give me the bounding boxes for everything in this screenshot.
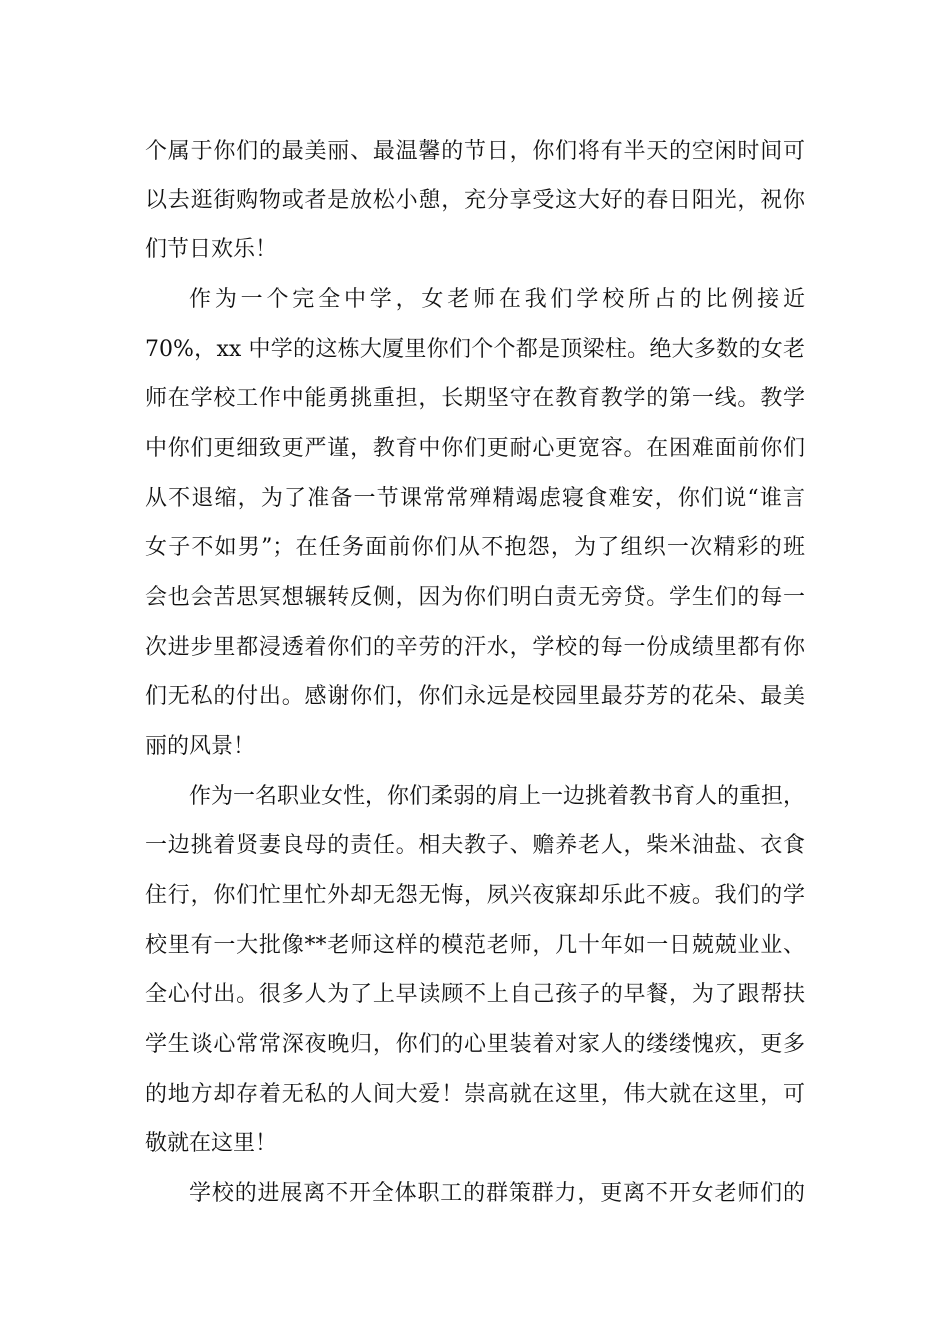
text-line-2: 以去逛街购物或者是放松小憩，充分享受这大好的春日阳光，祝你: [145, 188, 805, 213]
text-line-3: 们节日欢乐！: [145, 237, 278, 262]
text-line-18: 全心付出。很多人为了上早读顾不上自己孩子的早餐，为了跟帮扶: [145, 982, 805, 1007]
text-line-12: 们无私的付出。感谢你们，你们永远是校园里最芬芳的花朵、最美: [145, 684, 805, 709]
text-line-14: 作为一名职业女性，你们柔弱的肩上一边挑着教书育人的重担，: [189, 784, 806, 809]
text-line-16: 住行，你们忙里忙外却无怨无悔，夙兴夜寐却乐此不疲。我们的学: [145, 883, 805, 908]
text-line-10: 会也会苦思冥想辗转反侧，因为你们明白责无旁贷。学生们的每一: [145, 585, 805, 610]
text-line-13: 丽的风景！: [145, 734, 256, 759]
text-line-21: 敬就在这里！: [145, 1131, 278, 1156]
text-line-6: 师在学校工作中能勇挑重担，长期坚守在教育教学的第一线。教学: [145, 386, 805, 411]
text-line-1: 个属于你们的最美丽、最温馨的节日，你们将有半天的空闲时间可: [145, 139, 805, 164]
text-line-20: 的地方却存着无私的人间大爱！崇高就在这里，伟大就在这里，可: [145, 1082, 805, 1107]
text-line-17: 校里有一大批像**老师这样的模范老师，几十年如一日兢兢业业、: [145, 933, 805, 958]
text-line-15: 一边挑着贤妻良母的责任。相夫教子、赡养老人，柴米油盐、衣食: [145, 833, 805, 858]
text-line-7: 中你们更细致更严谨，教育中你们更耐心更宽容。在困难面前你们: [145, 436, 805, 461]
text-line-4: 作为一个完全中学，女老师在我们学校所占的比例接近: [189, 287, 805, 312]
text-line-8: 从不退缩，为了准备一节课常常殚精竭虑寝食难安，你们说“谁言: [145, 486, 805, 511]
text-line-19: 学生谈心常常深夜晚归，你们的心里装着对家人的缕缕愧疚，更多: [145, 1032, 805, 1057]
text-line-11: 次进步里都浸透着你们的辛劳的汗水，学校的每一份成绩里都有你: [145, 635, 805, 660]
text-line-22: 学校的进展离不开全体职工的群策群力，更离不开女老师们的: [189, 1181, 805, 1206]
text-line-9: 女子不如男”；在任务面前你们从不抱怨，为了组织一次精彩的班: [145, 535, 805, 560]
text-line-5: 70%，xx 中学的这栋大厦里你们个个都是顶梁柱。绝大多数的女老: [145, 337, 805, 362]
